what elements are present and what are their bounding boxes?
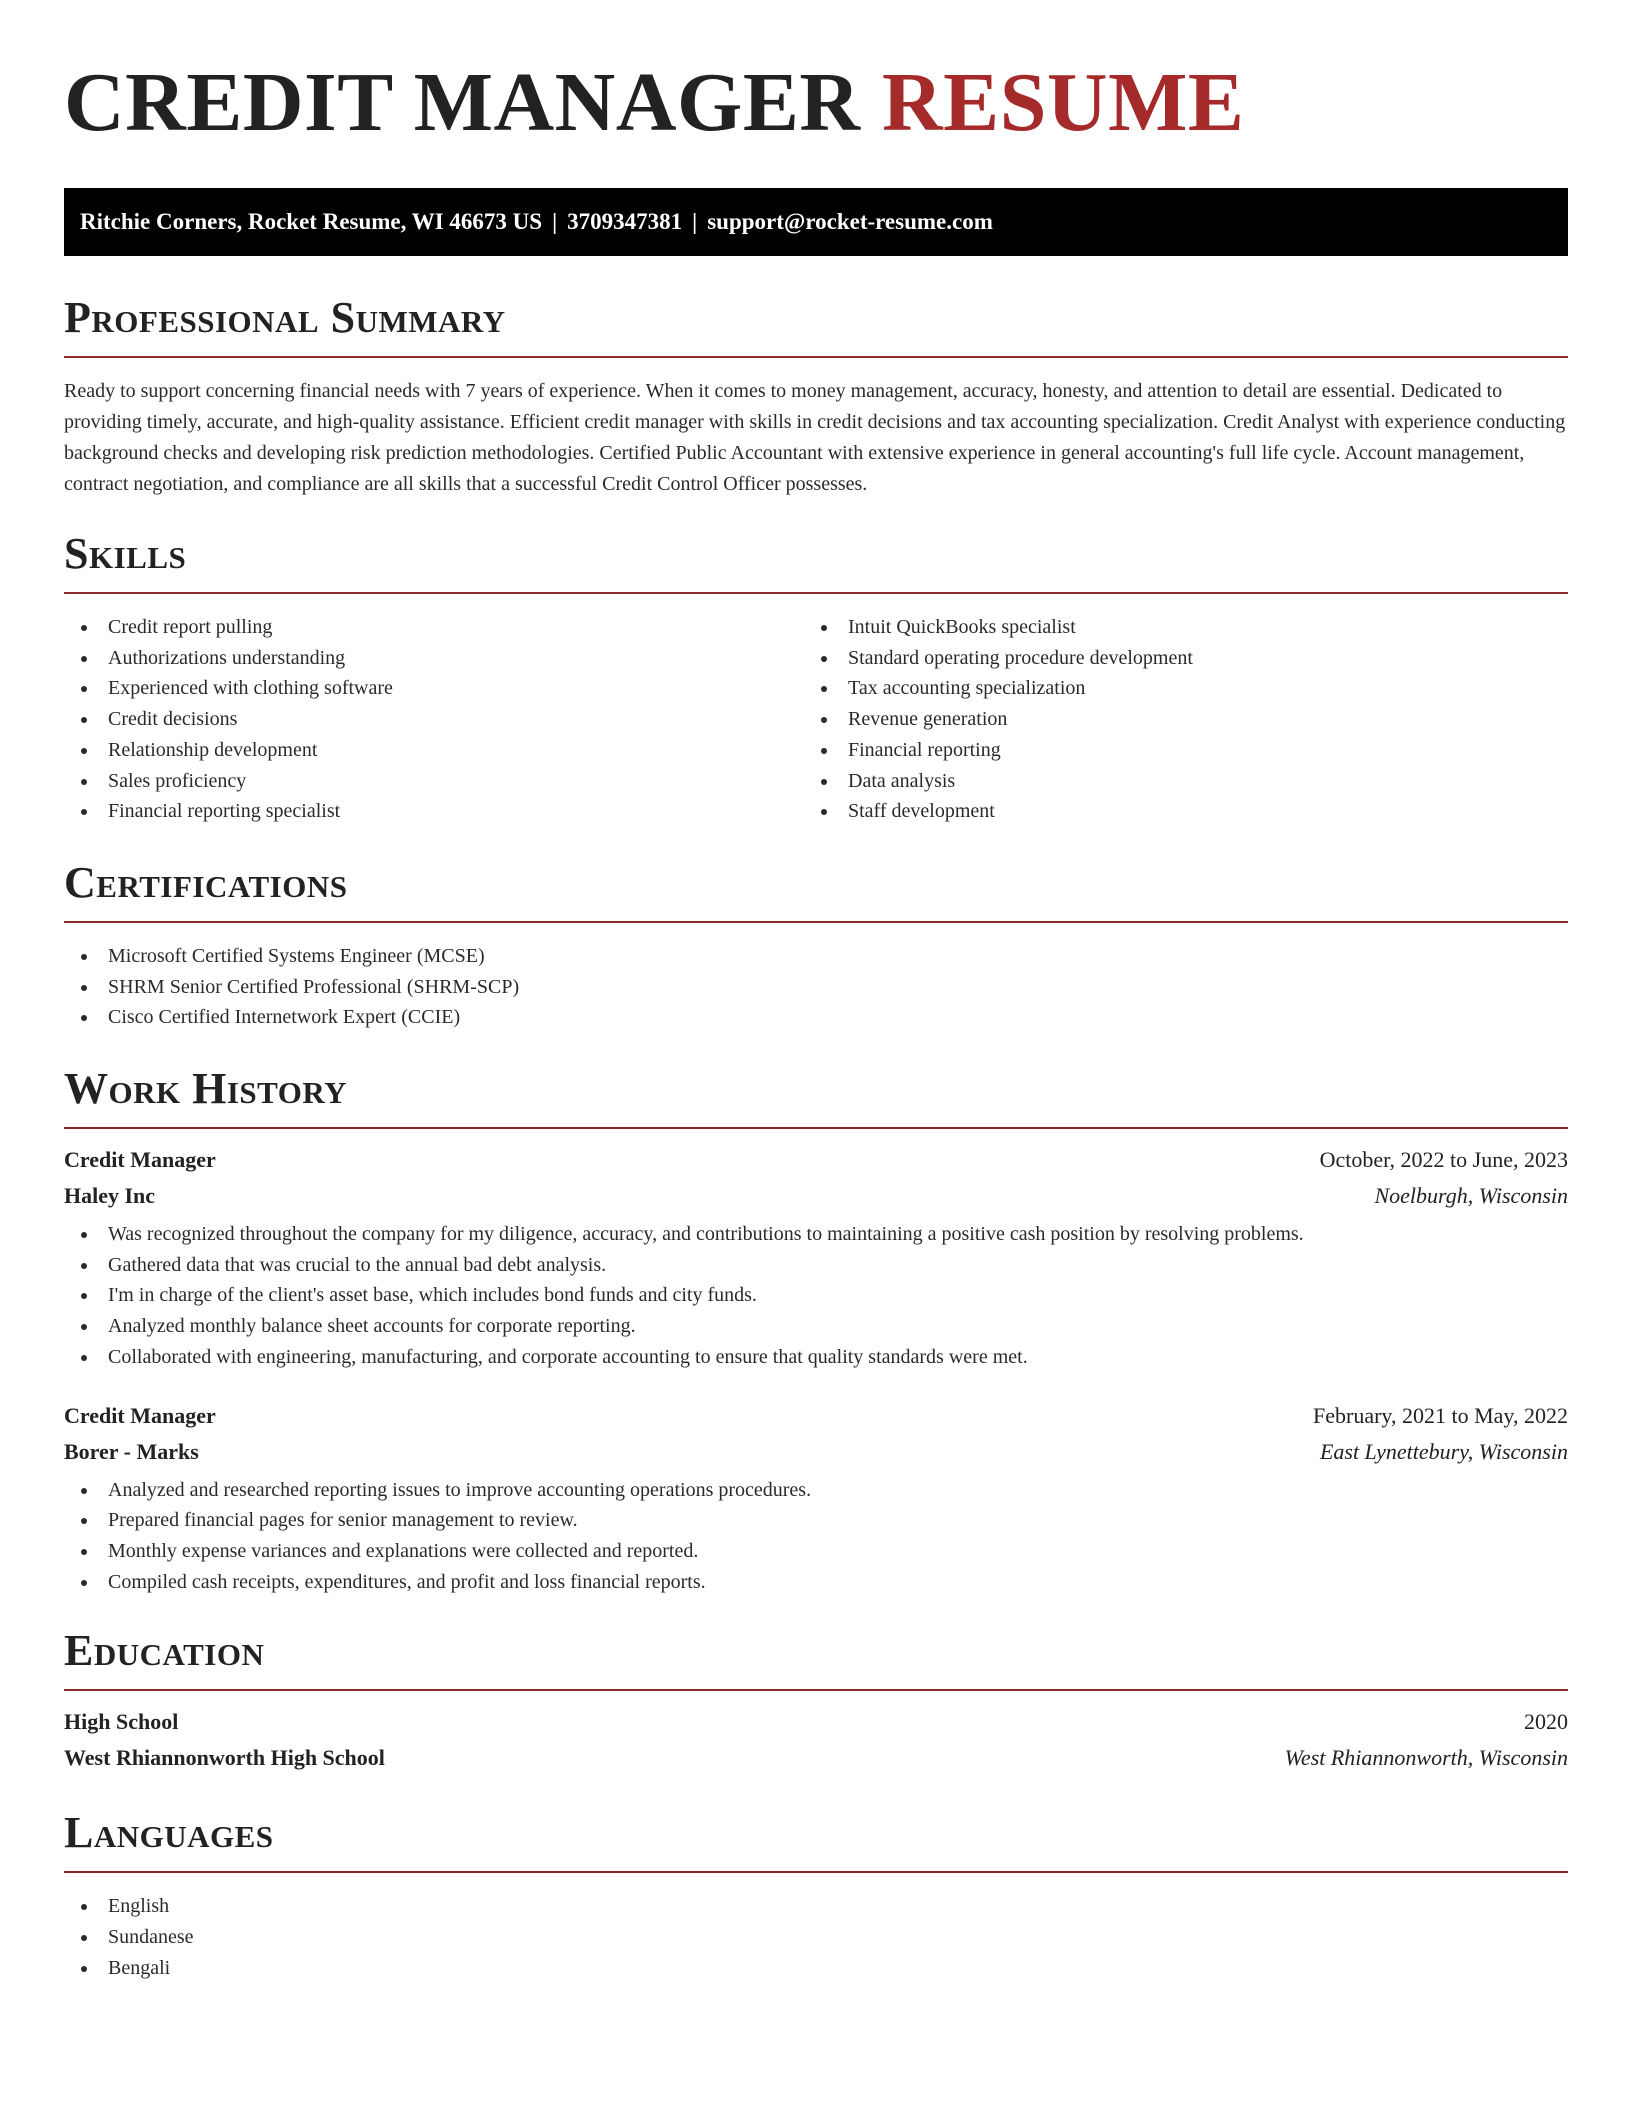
education-year: 2020: [1524, 1709, 1568, 1735]
job-company-row: [64, 1439, 1568, 1475]
skill-item: Credit decisions: [64, 704, 804, 735]
section-divider: [64, 1689, 1568, 1691]
section-divider: [64, 592, 1568, 594]
job-location: East Lynettebury, Wisconsin: [1319, 1438, 1568, 1464]
section-heading-work-history: Work History: [64, 1064, 348, 1114]
certifications-section: [64, 857, 1568, 1033]
contact-separator: |: [552, 209, 558, 234]
section-heading-summary: Professional Summary: [64, 293, 506, 342]
job-dates: October, 2022 to June, 2023: [1319, 1147, 1568, 1173]
skill-item: Authorizations understanding: [64, 643, 804, 674]
contact-bar: [64, 188, 1568, 256]
skills-list-right: [804, 612, 1568, 827]
summary-section: [64, 293, 1568, 500]
section-divider: [64, 921, 1568, 923]
language-item: English: [64, 1891, 1568, 1922]
language-item: Bengali: [64, 1953, 1568, 1984]
job-duty-item: Prepared financial pages for senior management to review.: [64, 1505, 1568, 1536]
contact-address: Ritchie Corners, Rocket Resume, WI 46673 US: [80, 209, 543, 234]
skill-item: Tax accounting specialization: [804, 673, 1568, 704]
skill-item: Standard operating procedure development: [804, 643, 1568, 674]
title-accent: RESUME: [882, 56, 1245, 149]
section-divider: [64, 1871, 1568, 1873]
section-heading-languages: Languages: [64, 1808, 274, 1858]
skill-item: Credit report pulling: [64, 612, 804, 643]
skills-list-left: [64, 612, 804, 827]
job-title: Credit Manager: [64, 1147, 216, 1173]
education-section: [64, 1626, 1568, 1781]
contact-separator: |: [692, 209, 698, 234]
education-school: West Rhiannonworth High School: [64, 1745, 385, 1771]
skill-item: Intuit QuickBooks specialist: [804, 612, 1568, 643]
title-main: CREDIT MANAGER: [64, 56, 861, 149]
section-divider: [64, 356, 1568, 358]
education-degree: High School: [64, 1709, 179, 1735]
job-location: Noelburgh, Wisconsin: [1374, 1183, 1568, 1209]
job-duty-item: Monthly expense variances and explanations were collected and reported.: [64, 1536, 1568, 1567]
section-heading-skills: Skills: [64, 529, 187, 578]
job-company: Borer - Marks: [64, 1438, 199, 1464]
job-entry: [64, 1147, 1568, 1373]
job-duty-item: Compiled cash receipts, expenditures, and profit and loss financial reports.: [64, 1567, 1568, 1598]
certification-item: Microsoft Certified Systems Engineer (MCSE): [64, 941, 1568, 972]
education-entry: [64, 1709, 1568, 1781]
certification-item: Cisco Certified Internetwork Expert (CCIE): [64, 1002, 1568, 1033]
skill-item: Staff development: [804, 796, 1568, 827]
certifications-list: [64, 941, 1568, 1033]
certification-item: SHRM Senior Certified Professional (SHRM-SCP): [64, 972, 1568, 1003]
job-header-row: [64, 1403, 1568, 1439]
education-location: West Rhiannonworth, Wisconsin: [1284, 1745, 1568, 1771]
skill-item: Financial reporting specialist: [64, 796, 804, 827]
section-divider: [64, 1127, 1568, 1129]
job-duty-item: Analyzed monthly balance sheet accounts for corporate reporting.: [64, 1311, 1568, 1342]
language-item: Sundanese: [64, 1922, 1568, 1953]
job-duty-item: Was recognized throughout the company for my diligence, accuracy, and contributions to maintaining a positive cash position by resolving problems.: [64, 1219, 1568, 1250]
contact-phone[interactable]: 3709347381: [567, 209, 683, 234]
skill-item: Sales proficiency: [64, 766, 804, 797]
contact-email[interactable]: support@rocket-resume.com: [707, 209, 993, 234]
job-company-row: [64, 1183, 1568, 1219]
work-history-section: [64, 1064, 1568, 1597]
job-header-row: [64, 1147, 1568, 1183]
skill-item: Relationship development: [64, 735, 804, 766]
resume-title: [64, 56, 1568, 150]
job-duties-list: [64, 1219, 1568, 1373]
skill-item: Experienced with clothing software: [64, 673, 804, 704]
job-duty-item: Gathered data that was crucial to the annual bad debt analysis.: [64, 1250, 1568, 1281]
section-heading-education: Education: [64, 1626, 265, 1676]
languages-section: [64, 1808, 1568, 1983]
job-duties-list: [64, 1475, 1568, 1598]
skills-grid: [64, 612, 1568, 827]
skill-item: Financial reporting: [804, 735, 1568, 766]
job-title: Credit Manager: [64, 1402, 216, 1428]
job-duty-item: Collaborated with engineering, manufacturing, and corporate accounting to ensure that quality standards were met.: [64, 1342, 1568, 1373]
section-heading-certifications: Certifications: [64, 857, 348, 907]
summary-text: Ready to support concerning financial needs with 7 years of experience. When it comes to money management, accuracy, honesty, and attention to detail are essential. Dedicated to providing timely, accurate, and high-quality assistance. Efficient credit manager with skills in credit decisions and tax accounting specialization. Credit Analyst with experience conducting background checks and developing risk prediction methodologies. Certified Public Accountant with extensive experience in general accounting's full life cycle. Account management, contract negotiation, and compliance are all skills that a successful Credit Control Officer possesses.: [64, 380, 1566, 495]
skills-section: [64, 529, 1568, 827]
job-duty-item: Analyzed and researched reporting issues to improve accounting operations procedures.: [64, 1475, 1568, 1506]
job-entry: [64, 1403, 1568, 1598]
skill-item: Revenue generation: [804, 704, 1568, 735]
languages-list: [64, 1891, 1568, 1983]
education-school-row: [64, 1745, 1568, 1781]
skill-item: Data analysis: [804, 766, 1568, 797]
job-dates: February, 2021 to May, 2022: [1313, 1402, 1568, 1428]
job-duty-item: I'm in charge of the client's asset base, which includes bond funds and city funds.: [64, 1280, 1568, 1311]
job-company: Haley Inc: [64, 1183, 156, 1209]
education-header-row: [64, 1709, 1568, 1745]
